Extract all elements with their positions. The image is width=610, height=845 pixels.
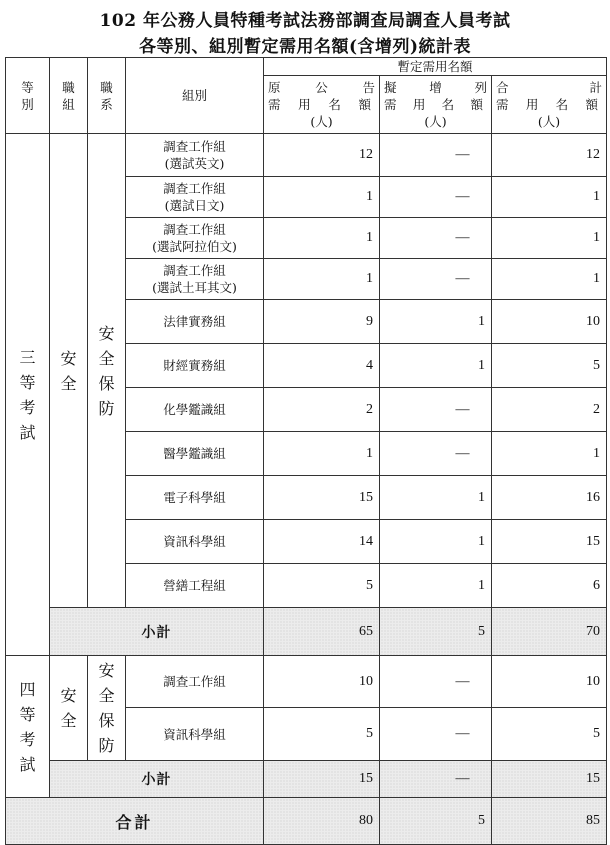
added-cell: — <box>380 134 492 177</box>
total-l1-char: 合 <box>496 80 509 95</box>
group-name: 電子科學組 <box>163 490 226 505</box>
group-name: 資訊科學組 <box>163 534 226 549</box>
quota-table <box>5 57 607 845</box>
group-cell <box>126 708 264 761</box>
table-row <box>6 134 607 177</box>
group-name: 化學鑑識組 <box>163 402 226 417</box>
group-name: 財經實務組 <box>163 358 226 373</box>
announced-cell: 9 <box>264 300 380 344</box>
subtotal-total: 15 <box>492 761 607 798</box>
total-cell: 1 <box>492 177 607 218</box>
added-cell: — <box>380 708 492 761</box>
total-cell: 12 <box>492 134 607 177</box>
subtotal-added: 5 <box>380 608 492 656</box>
job-group-cell: 安 全 <box>50 656 88 761</box>
announced-cell: 1 <box>264 177 380 218</box>
announced-l2-char: 用 <box>298 97 311 112</box>
added-cell: — <box>380 388 492 432</box>
announced-cell: 14 <box>264 520 380 564</box>
grand-total-announced: 80 <box>264 798 380 845</box>
added-l1-char: 列 <box>474 80 487 95</box>
total-cell: 6 <box>492 564 607 608</box>
grand-total-row <box>6 798 607 845</box>
announced-l2-char: 名 <box>328 97 341 112</box>
group-cell <box>126 432 264 476</box>
header-added-l2 <box>380 96 491 113</box>
level-cell: 四 等 考 試 <box>6 656 50 798</box>
group-cell <box>126 259 264 300</box>
header-total-l1 <box>492 79 606 96</box>
total-l2-char: 名 <box>555 97 569 112</box>
group-name: 法律實務組 <box>163 314 226 329</box>
header-provisional: 暫定需用名額 <box>264 58 607 76</box>
total-cell: 10 <box>492 656 607 708</box>
subtotal-label: 小計 <box>50 761 264 798</box>
group-name: 調查工作組 <box>163 139 226 154</box>
group-language: (選試日文) <box>164 198 225 213</box>
group-cell <box>126 388 264 432</box>
announced-l1-char: 原 <box>268 80 281 95</box>
announced-cell: 1 <box>264 432 380 476</box>
added-cell: — <box>380 259 492 300</box>
announced-cell: 4 <box>264 344 380 388</box>
added-cell: 1 <box>380 564 492 608</box>
subtotal-announced: 15 <box>264 761 380 798</box>
group-cell <box>126 344 264 388</box>
announced-l2-char: 額 <box>358 97 371 112</box>
announced-l1-char: 公 <box>315 80 328 95</box>
announced-cell: 1 <box>264 259 380 300</box>
subtotal-row <box>6 761 607 798</box>
header-level: 等 別 <box>6 58 50 134</box>
group-cell <box>126 134 264 177</box>
announced-cell: 10 <box>264 656 380 708</box>
total-cell: 5 <box>492 708 607 761</box>
group-name: 醫學鑑識組 <box>163 446 226 461</box>
title-line-1: 102 年公務人員特種考試法務部調查局調查人員考試 <box>99 11 511 31</box>
announced-cell: 15 <box>264 476 380 520</box>
header-announced <box>264 76 380 134</box>
header-job-group: 職 組 <box>50 58 88 134</box>
header-job-series: 職 系 <box>88 58 126 134</box>
header-added <box>380 76 492 134</box>
job-group-cell: 安 全 <box>50 134 88 608</box>
total-cell: 2 <box>492 388 607 432</box>
group-cell <box>126 300 264 344</box>
group-cell <box>126 177 264 218</box>
total-cell: 15 <box>492 520 607 564</box>
total-cell: 1 <box>492 218 607 259</box>
header-announced-unit: (人) <box>310 114 333 129</box>
added-cell: 1 <box>380 300 492 344</box>
total-cell: 16 <box>492 476 607 520</box>
added-l1-char: 增 <box>429 80 442 95</box>
added-l1-char: 擬 <box>384 80 397 95</box>
total-l2-char: 額 <box>585 97 598 112</box>
group-name: 調查工作組 <box>163 263 226 278</box>
job-series-cell: 安 全 保 防 <box>88 134 126 608</box>
group-name: 調查工作組 <box>163 181 226 196</box>
group-language: (選試英文) <box>164 156 225 171</box>
group-language: (選試土耳其文) <box>152 280 237 295</box>
total-cell: 1 <box>492 259 607 300</box>
group-cell <box>126 218 264 259</box>
group-cell <box>126 564 264 608</box>
title-line-2: 各等別、組別暫定需用名額(含增列)統計表 <box>138 37 472 57</box>
added-cell: — <box>380 656 492 708</box>
added-cell: — <box>380 432 492 476</box>
added-cell: 1 <box>380 520 492 564</box>
total-l1-char: 計 <box>589 80 603 95</box>
subtotal-added: — <box>380 761 492 798</box>
header-total-unit: (人) <box>537 114 561 129</box>
header-added-unit: (人) <box>424 114 447 129</box>
table-row <box>6 656 607 708</box>
announced-cell: 1 <box>264 218 380 259</box>
header-group: 組別 <box>126 58 264 134</box>
group-cell <box>126 656 264 708</box>
total-l2-char: 用 <box>525 97 539 112</box>
grand-total-total: 85 <box>492 798 607 845</box>
group-language: (選試阿拉伯文) <box>152 239 237 254</box>
added-cell: 1 <box>380 476 492 520</box>
announced-l2-char: 需 <box>268 97 281 112</box>
added-cell: — <box>380 177 492 218</box>
added-l2-char: 用 <box>412 97 426 112</box>
group-name: 調查工作組 <box>163 222 226 237</box>
added-cell: 1 <box>380 344 492 388</box>
group-cell <box>126 476 264 520</box>
announced-cell: 5 <box>264 708 380 761</box>
total-l2-char: 需 <box>496 97 509 112</box>
group-name: 調查工作組 <box>163 674 226 689</box>
announced-cell: 12 <box>264 134 380 177</box>
announced-l1-char: 告 <box>362 80 375 95</box>
group-name: 資訊科學組 <box>163 726 226 742</box>
group-cell <box>126 520 264 564</box>
added-l2-char: 需 <box>384 97 397 112</box>
group-name: 營繕工程組 <box>163 578 226 593</box>
added-l2-char: 額 <box>470 97 483 112</box>
grand-total-label: 合計 <box>6 798 264 845</box>
subtotal-row <box>6 608 607 656</box>
job-series-cell: 安 全 保 防 <box>88 656 126 761</box>
subtotal-announced: 65 <box>264 608 380 656</box>
header-total <box>492 76 607 134</box>
header-announced-l2 <box>264 96 379 113</box>
header-added-l1 <box>380 79 491 96</box>
total-cell: 5 <box>492 344 607 388</box>
total-cell: 1 <box>492 432 607 476</box>
added-cell: — <box>380 218 492 259</box>
level-cell: 三 等 考 試 <box>6 134 50 656</box>
grand-total-added: 5 <box>380 798 492 845</box>
announced-cell: 2 <box>264 388 380 432</box>
added-l2-char: 名 <box>441 97 455 112</box>
header-announced-l1 <box>264 79 379 96</box>
subtotal-label: 小計 <box>50 608 264 656</box>
subtotal-total: 70 <box>492 608 607 656</box>
announced-cell: 5 <box>264 564 380 608</box>
total-cell: 10 <box>492 300 607 344</box>
header-total-l2 <box>492 96 606 113</box>
